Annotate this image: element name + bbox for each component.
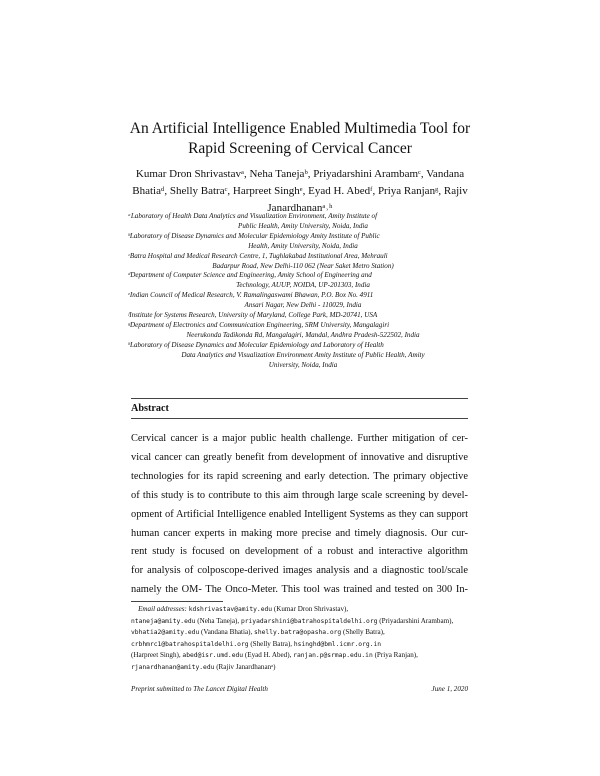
email-link[interactable]: ranjan.p@srmap.edu.in <box>293 652 373 659</box>
author-line-1: Kumar Dron Shrivastavᵃ, Neha Tanejaᵇ, Priyadarshini Arambamᶜ, Vandana <box>135 168 465 180</box>
author-line-3: Janardhananᵃ˒ʰ <box>267 202 333 214</box>
affiliation-f: ᶠInstitute for Systems Research, University of Maryland, College Park, MD-20741, USA <box>128 311 378 320</box>
email-link[interactable]: vbhatia2@amity.edu <box>131 629 200 636</box>
abstract-heading-rule <box>131 418 468 419</box>
email-owner: (Shelly Batra), <box>343 628 385 636</box>
affiliation-d: ᵈDepartment of Computer Science and Engineering, Amity School of Engineering and Technology, AUUP, NOIDA, UP-201303, India <box>128 271 372 290</box>
email-link[interactable]: shelly.batra@opasha.org <box>254 629 342 636</box>
abstract-body <box>131 430 468 600</box>
preprint-date: June 1, 2020 <box>431 685 468 693</box>
title-line-2: Rapid Screening of Cervical Cancer <box>188 140 412 157</box>
abstract-line: namely the OM- The Onco-Meter. This tool was trained and tested on 300 In- <box>131 584 468 596</box>
email-link[interactable]: ntaneja@amity.edu <box>131 617 196 625</box>
email-link[interactable]: kdshrivastav@amity.edu <box>188 606 273 613</box>
email-link[interactable]: crbhmrc1@batrahospitaldelhi.org <box>131 640 249 648</box>
title-line-1: An Artificial Intelligence Enabled Multimedia Tool for <box>129 120 471 137</box>
abstract-line: human cancer experts in making more precise and timely diagnosis. Our cur- <box>131 527 468 539</box>
abstract-line: opment of Artificial Intelligence enabled Intelligent Systems as they can support <box>131 508 468 520</box>
affiliation-a: ᵃLaboratory of Health Data Analytics and Visualization Environment, Amity Institute of Public Health, Amity University, Noida, India <box>128 212 378 230</box>
affiliation-g: ᵍDepartment of Electronics and Communication Engineering, SRM University, Mangalagiri Neerukonda Tadikonda Rd, Mangalagiri, Mandal, Andhra Pradesh-522502, India <box>128 320 420 339</box>
email-owner: (Priyadarshini Arambam), <box>379 616 454 625</box>
footnote-rule <box>131 601 223 602</box>
affiliation-b: ᵇLaboratory of Disease Dynamics and Molecular Epidemiology Amity Institute of Public Health, Amity University, Noida, India <box>128 231 380 250</box>
author-list <box>118 166 482 217</box>
email-owner: (Priya Ranjan), <box>374 651 418 659</box>
affiliation-list <box>128 212 468 371</box>
email-link[interactable]: hsinghd@bml.icmr.org.in <box>293 640 382 648</box>
abstract-line: technologies for its rapid screening and early detection. The primary objective <box>131 470 468 482</box>
email-owner: (Vandana Bhatia), <box>201 628 253 636</box>
email-label: Email addresses: <box>138 605 187 613</box>
email-owner: (Kumar Dron Shrivastav), <box>273 605 349 613</box>
abstract-line: of this study is to contribute to this aim through large scale screening by devel- <box>131 489 468 501</box>
email-owner: (Neha Taneja), <box>197 616 240 625</box>
abstract-line: rent study is focused on development of a robust and interactive algorithm <box>131 546 468 558</box>
author-line-2: Bhatiaᵈ, Shelly Batraᶜ, Harpreet Singhᵉ, Eyad H. Abedᶠ, Priya Ranjanᵍ, Rajiv <box>132 185 468 197</box>
email-owner: (Rajiv Janardhananᵃ) <box>216 662 276 671</box>
affiliation-h: ʰLaboratory of Disease Dynamics and Molecular Epidemiology and Laboratory of Health Data Analytics and Visualization Environment Amity Institute of Public Health, Amity University, Noida, India <box>128 340 425 369</box>
email-link[interactable]: priyadarshini@batrahospitaldelhi.org <box>240 617 378 625</box>
abstract-top-rule <box>131 398 468 399</box>
abstract-line: Cervical cancer is a major public health challenge. Further mitigation of cer- <box>131 433 468 444</box>
abstract-line: vical cancer can greatly benefit from development of innovative and disruptive <box>131 451 468 463</box>
email-owner: (Shelly Batra), <box>250 639 293 648</box>
email-link[interactable]: abed@isr.umd.edu <box>182 652 244 659</box>
email-footnote <box>131 604 468 673</box>
affiliation-c: ᶜBatra Hospital and Medical Research Centre, 1, Tughlakabad Institutional Area, Mehrauli Badarpur Road, New Delhi-110 062 (Near Saket Metro Station) <box>128 251 394 270</box>
email-owner: (Harpreet Singh), <box>131 651 181 659</box>
abstract-heading: Abstract <box>131 403 169 414</box>
affiliation-e: ᵉIndian Council of Medical Research, V. Ramalingaswami Bhawan, P.O. Box No. 4911 Ansari Nagar, New Delhi - 110029, India <box>128 291 374 310</box>
preprint-note: Preprint submitted to The Lancet Digital Health <box>131 685 268 693</box>
paper-title <box>100 119 500 159</box>
abstract-line: for analysis of colposcope-derived images analysis and a diagnostic tool/scale <box>131 565 468 577</box>
email-link[interactable]: rjanardhanan@amity.edu <box>131 663 215 671</box>
email-owner: (Eyad H. Abed), <box>244 651 292 659</box>
